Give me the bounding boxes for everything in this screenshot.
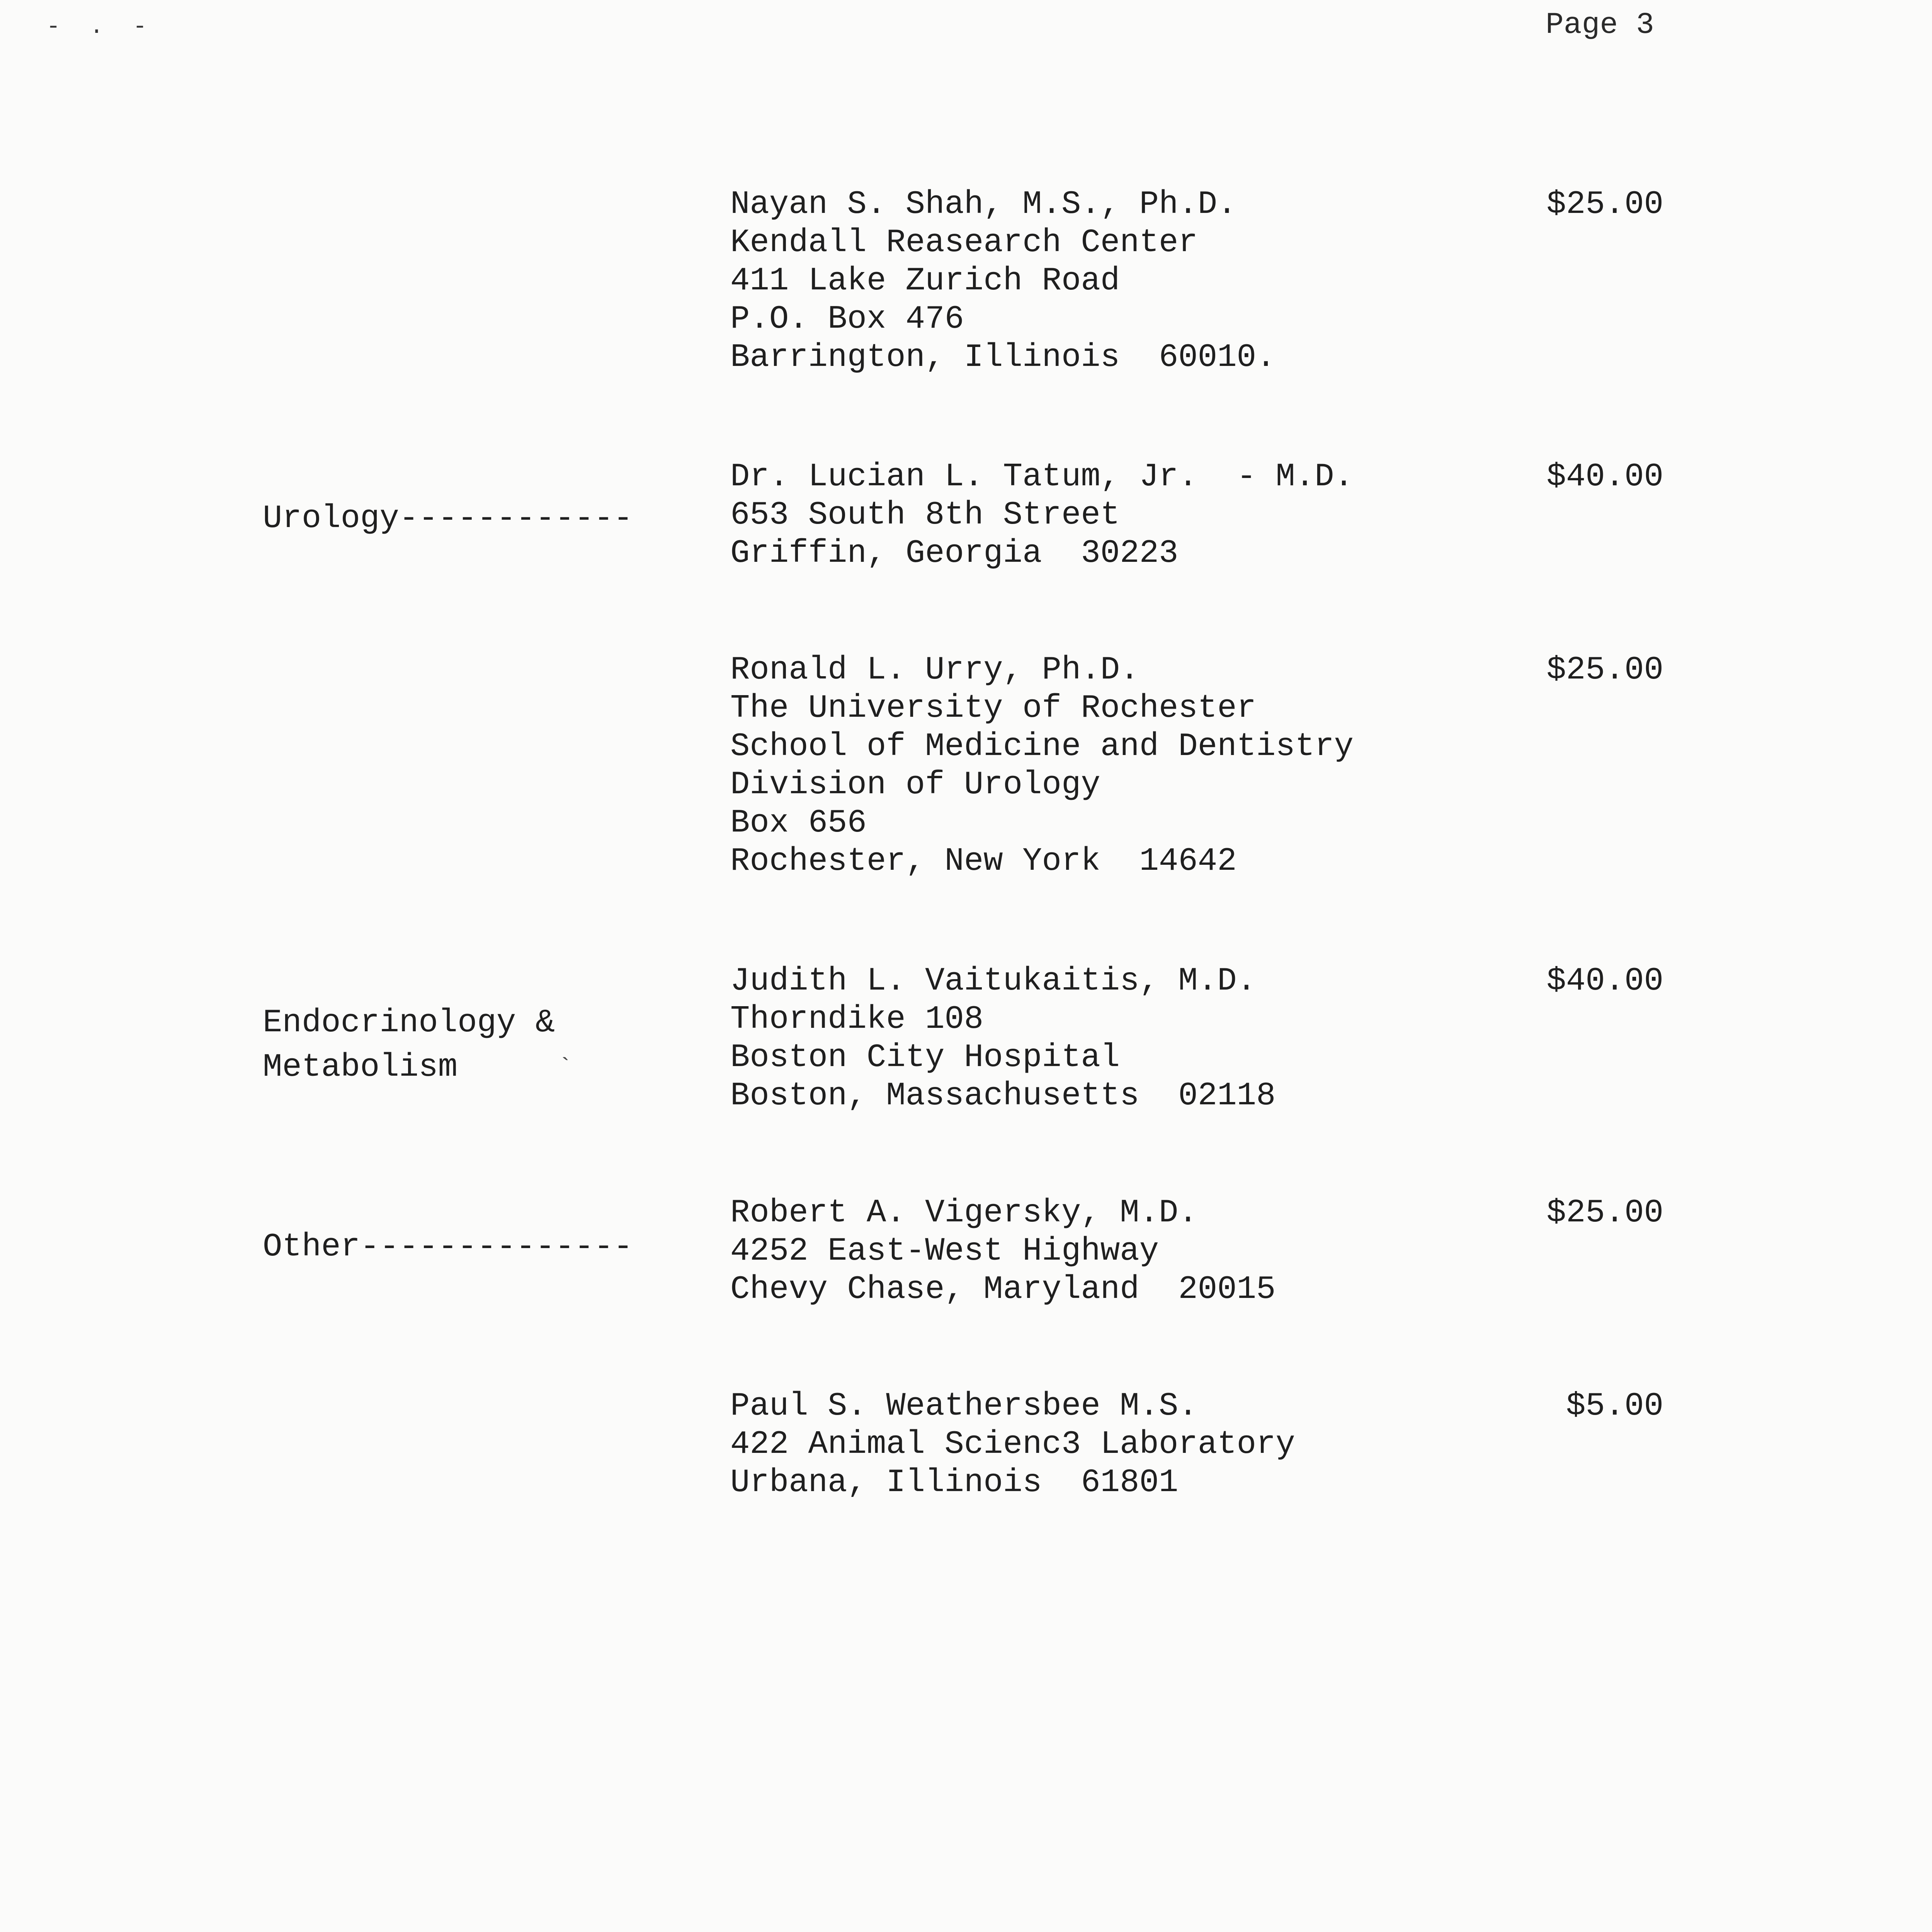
entry-name: Dr. Lucian L. Tatum, Jr. - M.D. (730, 459, 1354, 495)
entry-address-line: Box 656 (730, 805, 867, 842)
entry-address-line: Division of Urology (730, 767, 1100, 803)
entry-address-line: 422 Animal Scienc3 Laboratory (730, 1426, 1295, 1463)
header-specks: - . - (46, 14, 155, 40)
category-endocrinology-line2: Metabolism (263, 1049, 458, 1086)
entry-name: Nayan S. Shah, M.S., Ph.D. (730, 186, 1237, 223)
address-entry-weathersbee (730, 1387, 1658, 1502)
entry-address-line: Boston, Massachusetts 02118 (730, 1078, 1276, 1114)
address-entry-shah (730, 185, 1658, 377)
category-endocrinology-line1: Endocrinology & (263, 1005, 555, 1041)
address-entry-urry (730, 651, 1658, 881)
entry-address-line: Urbana, Illinois 61801 (730, 1464, 1179, 1501)
entry-address-line: Thorndike 108 (730, 1001, 984, 1038)
entry-address-line: Boston City Hospital (730, 1039, 1120, 1076)
entry-name: Robert A. Vigersky, M.D. (730, 1195, 1198, 1231)
entry-address-line: Griffin, Georgia 30223 (730, 535, 1179, 572)
entry-address-line: Barrington, Illinois 60010. (730, 339, 1276, 376)
amount-urry: $25.00 (1546, 652, 1663, 689)
entry-name: Judith L. Vaitukaitis, M.D. (730, 963, 1257, 1000)
entry-address-line: Chevy Chase, Maryland 20015 (730, 1271, 1276, 1308)
entry-name: Ronald L. Urry, Ph.D. (730, 652, 1139, 689)
address-entry-vaitukaitis (730, 962, 1658, 1115)
entry-address-line: Kendall Reasearch Center (730, 224, 1198, 261)
amount-vigersky: $25.00 (1546, 1195, 1663, 1231)
entry-address-line: 411 Lake Zurich Road (730, 263, 1120, 299)
category-urology: Urology------------ (263, 500, 633, 537)
entry-address-line: 4252 East-West Highway (730, 1233, 1159, 1270)
amount-vaitukaitis: $40.00 (1546, 963, 1663, 1000)
address-entry-vigersky (730, 1194, 1658, 1309)
entry-address-line: Rochester, New York 14642 (730, 843, 1237, 880)
entry-address-line: The University of Rochester (730, 690, 1257, 727)
page-number: Page 3 (1546, 8, 1654, 42)
category-other: Other-------------- (263, 1229, 633, 1265)
entry-address-line: P.O. Box 476 (730, 301, 964, 338)
entry-address-line: 653 South 8th Street (730, 497, 1120, 534)
stray-mark: ` (558, 1055, 573, 1081)
amount-shah: $25.00 (1546, 186, 1663, 223)
amount-tatum: $40.00 (1546, 459, 1663, 495)
address-entry-tatum (730, 458, 1658, 573)
amount-weathersbee: $5.00 (1566, 1388, 1663, 1425)
entry-name: Paul S. Weathersbee M.S. (730, 1388, 1198, 1425)
entry-address-line: School of Medicine and Dentistry (730, 728, 1354, 765)
